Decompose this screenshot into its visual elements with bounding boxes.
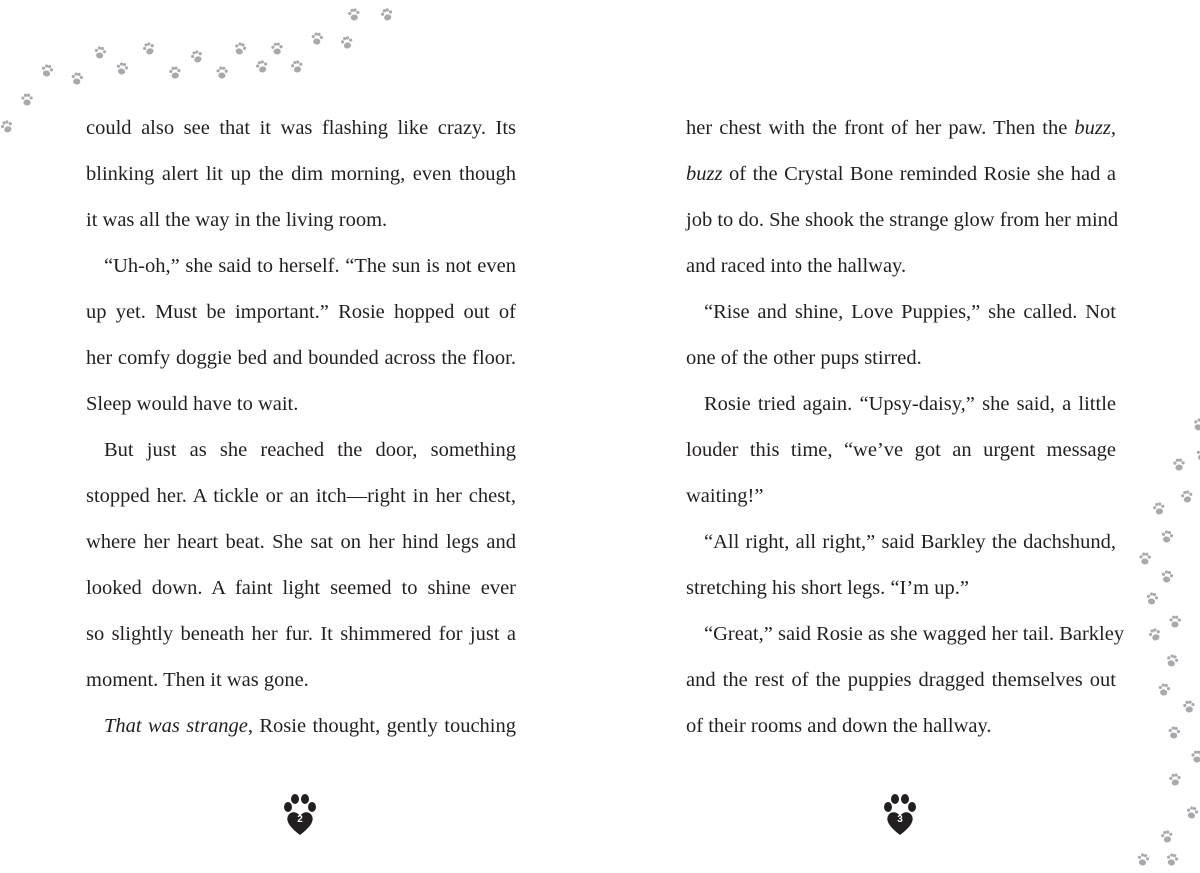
text-line: and raced into the hallway. bbox=[686, 254, 906, 278]
text-span: her chest with the front of her paw. Then the bbox=[686, 117, 1074, 139]
text-line: moment. Then it was gone. bbox=[86, 668, 309, 692]
paw-print-icon bbox=[1184, 805, 1200, 822]
text-line: stretching his short legs. “I’m up.” bbox=[686, 576, 969, 600]
paw-print-icon bbox=[1190, 750, 1200, 764]
paw-print-icon bbox=[1179, 489, 1195, 505]
text-line: “All right, all right,” said Barkley the dachshund, bbox=[704, 530, 1116, 554]
paw-print-icon bbox=[1135, 852, 1151, 868]
paw-print-icon bbox=[1167, 772, 1182, 787]
paw-print-icon bbox=[289, 59, 305, 75]
paw-print-icon bbox=[39, 63, 56, 80]
text-line: could also see that it was flashing like crazy. Its bbox=[86, 116, 516, 140]
paw-print-icon bbox=[1168, 615, 1182, 629]
page-number: 2 bbox=[280, 814, 320, 825]
paw-print-icon bbox=[1166, 725, 1182, 741]
left-page bbox=[0, 0, 600, 872]
text-line: of their rooms and down the hallway. bbox=[686, 714, 992, 738]
paw-print-icon bbox=[1172, 458, 1186, 472]
paw-print-icon bbox=[1144, 591, 1160, 607]
paw-print-icon bbox=[270, 42, 285, 57]
text-line: where her heart beat. She sat on her hind legs and bbox=[86, 530, 516, 554]
text-line: “Uh-oh,” she said to herself. “The sun is not even bbox=[104, 254, 516, 278]
paw-print-icon bbox=[1138, 552, 1152, 566]
text-line: stopped her. A tickle or an itch—right in her chest, bbox=[86, 484, 516, 508]
text-line: waiting!” bbox=[686, 484, 763, 508]
text-line: so slightly beneath her fur. It shimmered for just a bbox=[86, 622, 516, 646]
paw-print-icon bbox=[346, 7, 362, 23]
text-line: “Rise and shine, Love Puppies,” she called. Not bbox=[704, 300, 1116, 324]
paw-print-icon bbox=[1151, 501, 1167, 517]
text-line: her comfy doggie bed and bounded across the floor. bbox=[86, 346, 516, 370]
page-number: 3 bbox=[880, 814, 920, 825]
text-line: one of the other pups stirred. bbox=[686, 346, 922, 370]
paw-print-icon bbox=[215, 66, 230, 81]
text-line: looked down. A faint light seemed to shine ever bbox=[86, 576, 516, 600]
text-line: louder this time, “we’ve got an urgent message bbox=[686, 438, 1116, 462]
text-line: “Great,” said Rosie as she wagged her tail. Barkley bbox=[704, 622, 1116, 646]
page-number-folio bbox=[280, 793, 320, 837]
paw-print-icon bbox=[1159, 829, 1175, 845]
paw-print-icon bbox=[69, 71, 84, 86]
paw-print-icon bbox=[20, 93, 34, 107]
italic-text: buzz, bbox=[1074, 117, 1116, 139]
right-page bbox=[600, 0, 1200, 872]
text-line: it was all the way in the living room. bbox=[86, 208, 387, 232]
text-line: and the rest of the puppies dragged themselves out bbox=[686, 668, 1116, 692]
text-line bbox=[686, 162, 1116, 186]
italic-text: That was strange bbox=[104, 715, 248, 737]
paw-print-icon bbox=[1156, 682, 1172, 698]
paw-print-icon bbox=[1181, 699, 1196, 714]
text-line: job to do. She shook the strange glow from her mind bbox=[686, 208, 1116, 232]
text-line: blinking alert lit up the dim morning, even though bbox=[86, 162, 516, 186]
text-line: Rosie tried again. “Upsy-daisy,” she said, a little bbox=[704, 392, 1116, 416]
paw-print-icon bbox=[339, 35, 356, 52]
text-line: up yet. Must be important.” Rosie hopped out of bbox=[86, 300, 516, 324]
text-line: Sleep would have to wait. bbox=[86, 392, 298, 416]
paw-print-icon bbox=[114, 61, 130, 77]
italic-text: buzz bbox=[686, 163, 722, 185]
text-line: But just as she reached the door, something bbox=[104, 438, 516, 462]
paw-print-icon bbox=[167, 65, 182, 80]
page-number-folio bbox=[880, 793, 920, 837]
text-line bbox=[104, 714, 516, 738]
text-line bbox=[686, 116, 1116, 140]
paw-print-icon bbox=[1194, 447, 1200, 463]
text-span: , Rosie thought, gently touching bbox=[248, 715, 516, 737]
text-span: of the Crystal Bone reminded Rosie she had a bbox=[722, 163, 1116, 185]
paw-print-icon bbox=[309, 31, 324, 46]
paw-print-icon bbox=[92, 45, 108, 61]
paw-print-icon bbox=[1159, 569, 1175, 585]
paw-print-icon bbox=[1159, 529, 1175, 545]
